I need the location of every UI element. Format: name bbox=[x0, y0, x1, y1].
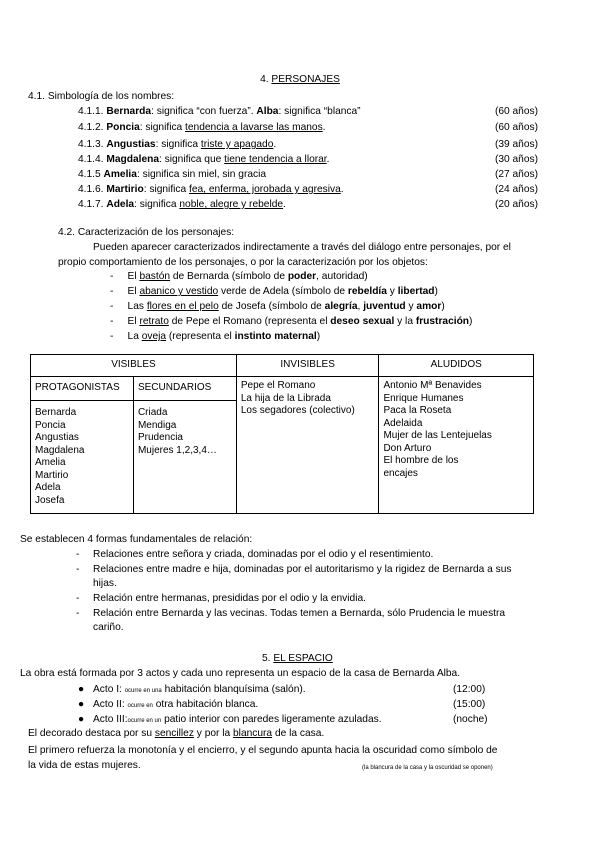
list-item: Adelaida bbox=[383, 417, 423, 429]
name-row-bernarda: 4.1.1. Bernarda: significa “con fuerza”. Alba: significa “blanca” (60 años) bbox=[78, 106, 538, 117]
paragraph-4-2-line-1: Pueden aparecer caracterizados indirectamente a través del diálogo entre personajes, por el bbox=[93, 242, 511, 253]
act-3-time: (noche) bbox=[453, 714, 488, 725]
subsection-4-1-heading: 4.1. Simbología de los nombres: bbox=[28, 91, 175, 102]
relation-2-line-2: hijas. bbox=[93, 578, 117, 589]
section-4-title: 4. PERSONAJES bbox=[260, 74, 340, 85]
bullet: ● bbox=[78, 714, 85, 725]
relation-1: Relaciones entre señora y criada, dominadas por el odio y el resentimiento. bbox=[93, 549, 434, 560]
list-item: Magdalena bbox=[35, 444, 85, 456]
header-protagonistas: PROTAGONISTAS bbox=[31, 377, 134, 401]
act-2-time: (15:00) bbox=[453, 699, 486, 710]
name-row-angustias: 4.1.3. Angustias: significa triste y apagado. (39 años) bbox=[78, 139, 538, 150]
list-item: Poncia bbox=[35, 419, 66, 431]
secundarios-cell bbox=[133, 401, 236, 514]
object-item-flores: - Las flores en el pelo de Josefa (símbolo de alegría, juventud y amor) bbox=[110, 301, 445, 312]
paragraph-4-2-line-2: propio comportamiento de los personajes, o por la caracterización por los objetos: bbox=[58, 257, 428, 268]
dash-marker: - bbox=[76, 549, 80, 560]
object-item-baston: - El bastón de Bernarda (símbolo de poder, autoridad) bbox=[110, 271, 368, 282]
list-item: Pepe el Romano bbox=[240, 380, 316, 391]
bullet: ● bbox=[78, 699, 85, 710]
list-item: Paca la Roseta bbox=[383, 405, 452, 416]
conclusion-line-2: la vida de estas mujeres. bbox=[28, 760, 141, 771]
act-1-time: (12:00) bbox=[453, 684, 486, 695]
dash-marker: - bbox=[76, 608, 80, 619]
section-5-title: 5. EL ESPACIO bbox=[262, 653, 333, 664]
list-item: Martirio bbox=[35, 469, 69, 481]
relation-4-line-2: cariño. bbox=[93, 622, 124, 633]
list-item: Don Arturo bbox=[383, 442, 432, 454]
subsection-4-2-heading: 4.2. Caracterización de los personajes: bbox=[58, 227, 235, 238]
header-visibles: VISIBLES bbox=[31, 355, 237, 377]
conclusion-line-1: El primero refuerza la monotonía y el encierro, y el segundo apunta hacia la oscuridad como símbolo de bbox=[28, 745, 498, 756]
invisibles-cell bbox=[236, 377, 379, 514]
list-item: Enrique Humanes bbox=[383, 392, 464, 404]
list-item: Los segadores (colectivo) bbox=[240, 405, 355, 416]
list-item: Angustias bbox=[35, 432, 79, 443]
act-3: Acto III:ocurre en un patio interior con paredes ligeramente azuladas. bbox=[93, 714, 382, 725]
bullet: ● bbox=[78, 684, 85, 695]
list-item: Bernarda bbox=[35, 407, 77, 418]
list-item: Mujer de las Lentejuelas bbox=[383, 430, 492, 441]
header-secundarios: SECUNDARIOS bbox=[133, 377, 236, 401]
act-1: Acto I: ocurre en una habitación blanquísima (salón). bbox=[93, 684, 306, 695]
list-item: Mujeres 1,2,3,4… bbox=[137, 444, 217, 456]
list-item: El hombre de los bbox=[383, 455, 459, 466]
list-item: Criada bbox=[137, 407, 168, 418]
name-row-adela: 4.1.7. Adela: significa noble, alegre y rebelde. (20 años) bbox=[78, 199, 538, 210]
name-row-magdalena: 4.1.4. Magdalena: significa que tiene tendencia a llorar. (30 años) bbox=[78, 154, 538, 165]
list-item: Antonio Mª Benavides bbox=[383, 380, 482, 391]
protagonistas-cell bbox=[31, 401, 134, 514]
section-5-intro: La obra está formada por 3 actos y cada uno representa un espacio de la casa de Bernarda Alba. bbox=[20, 668, 461, 679]
object-item-retrato: - El retrato de Pepe el Romano (representa el deseo sexual y la frustración) bbox=[110, 316, 473, 327]
list-item: Josefa bbox=[35, 494, 65, 506]
list-item: Adela bbox=[35, 482, 61, 493]
dash-marker: - bbox=[76, 593, 80, 604]
relation-4-line-1: Relación entre Bernarda y las vecinas. Todas temen a Bernarda, sólo Prudencia le muestra bbox=[93, 608, 506, 619]
characters-table bbox=[30, 354, 534, 514]
relations-intro: Se establecen 4 formas fundamentales de relación: bbox=[20, 534, 253, 545]
list-item: Amelia bbox=[35, 457, 66, 468]
object-item-abanico: - El abanico y vestido verde de Adela (símbolo de rebeldía y libertad) bbox=[110, 286, 438, 297]
object-item-oveja: - La oveja (representa el instinto maternal) bbox=[110, 331, 321, 342]
header-invisibles: INVISIBLES bbox=[236, 355, 379, 377]
name-row-poncia: 4.1.2. Poncia: significa tendencia a lavarse las manos. (60 años) bbox=[78, 122, 538, 133]
header-aludidos: ALUDIDOS bbox=[379, 355, 534, 377]
act-2: Acto II: ocurre en otra habitación blanca. bbox=[93, 699, 259, 710]
relation-3: Relación entre hermanas, presididas por el odio y la envidia. bbox=[93, 593, 366, 604]
decorado-line: El decorado destaca por su sencillez y por la blancura de la casa. bbox=[28, 728, 325, 739]
list-item: La hija de la Librada bbox=[240, 392, 331, 404]
list-item: Mendiga bbox=[137, 419, 177, 431]
footnote: (la blancura de la casa y la oscuridad se oponen) bbox=[362, 765, 493, 771]
name-row-amelia: 4.1.5 Amelia: significa sin miel, sin gracia (27 años) bbox=[78, 169, 538, 180]
list-item: encajes bbox=[383, 467, 418, 479]
aludidos-cell bbox=[379, 377, 534, 514]
relation-2-line-1: Relaciones entre madre e hija, dominadas por el autoritarismo y la rigidez de Bernarda a sus bbox=[93, 564, 512, 575]
name-row-martirio: 4.1.6. Martirio: significa fea, enferma, jorobada y agresiva. (24 años) bbox=[78, 184, 538, 195]
list-item: Prudencia bbox=[137, 432, 183, 443]
dash-marker: - bbox=[76, 564, 80, 575]
